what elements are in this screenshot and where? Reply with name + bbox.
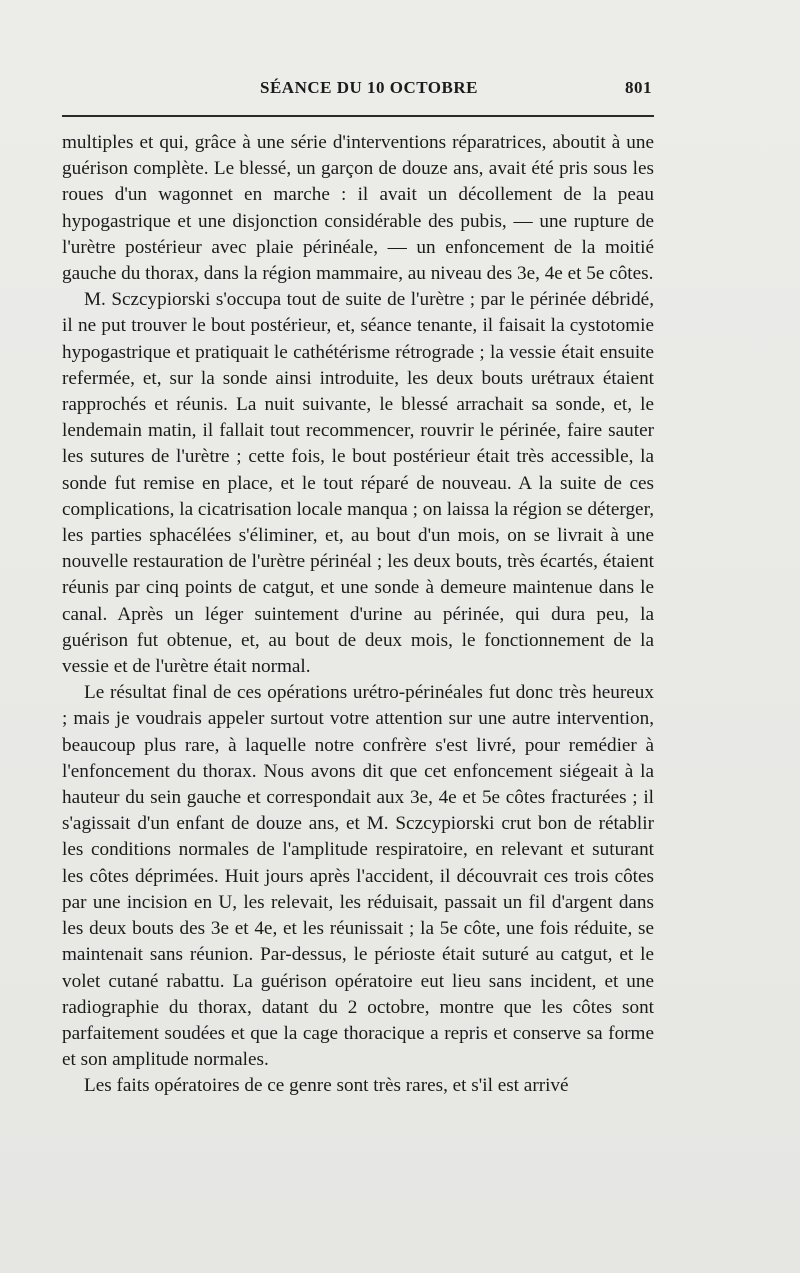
paragraph-4: Les faits opératoires de ce genre sont très rares, et s'il est arrivé: [84, 1075, 569, 1097]
body-text: [62, 130, 654, 1100]
paragraph-2: M. Sczcypiorski s'occupa tout de suite de l'urètre ; par le périnée débridé, il ne put trouver le bout postérieur, et, séance tenante, il faisait la cystotomie hypogastrique et pratiquait le cathétérisme rétrograde ; la vessie était ensuite refermée, et, sur la sonde ainsi introduite, les deux bouts urétraux étaient rapprochés et réunis. La nuit suivante, le blessé arrachait sa sonde, et, le lendemain matin, il fallait tout recommencer, rouvrir le périnée, faire sauter les sutures de l'urètre ; cette fois, le bout postérieur était très accessible, la sonde fut remise en place, et le tout réparé de nouveau. A la suite de ces complications, la cicatrisation locale manqua ; on laissa la région se déterger, les parties sphacélées s'éliminer, et, au bout d'un mois, on se livrait à une nouvelle restauration de l'urètre périnéal ; les deux bouts, très écartés, étaient réunis par cinq points de catgut, et une sonde à demeure maintenue dans le canal. Après un léger suintement d'urine au périnée, qui dura peu, la guérison fut obtenue, et, au bout de deux mois, le fonctionnement de la vessie et de l'urètre était normal.: [62, 289, 654, 678]
paragraph-1: multiples et qui, grâce à une série d'interventions réparatrices, aboutit à une guérison complète. Le blessé, un garçon de douze ans, avait été pris sous les roues d'un wagonnet en marche : il avait un décollement de la peau hypogastrique et une disjonction considérable des pubis, — une rupture de l'urètre postérieur avec plaie périnéale, — un enfoncement de la moitié gauche du thorax, dans la région mammaire, au niveau des 3e, 4e et 5e côtes.: [62, 132, 654, 285]
running-head-title: SÉANCE DU 10 OCTOBRE: [260, 78, 478, 97]
paragraph-3: Le résultat final de ces opérations urétro-périnéales fut donc très heureux ; mais je voudrais appeler surtout votre attention sur une autre intervention, beaucoup plus rare, à laquelle notre confrère s'est livré, pour remédier à l'enfoncement du thorax. Nous avons dit que cet enfoncement siégeait à la hauteur du sein gauche et correspondait aux 3e, 4e et 5e côtes fracturées ; il s'agissait d'un enfant de douze ans, et M. Sczcypiorski crut bon de rétablir les conditions normales de l'amplitude respiratoire, en relevant et suturant les côtes déprimées. Huit jours après l'accident, il découvrait ces trois côtes par une incision en U, les relevait, les réduisait, passait un fil d'argent dans les deux bouts des 3e et 4e, et les réunissait ; la 5e côte, une fois réduite, se maintenait sans réunion. Par-dessus, le périoste était suturé au catgut, et le volet cutané rabattu. La guérison opératoire eut lieu sans incident, et une radiographie du thorax, datant du 2 octobre, montre que les côtes sont parfaitement soudées et que la cage thoracique a repris et conserve sa forme et son amplitude normales.: [62, 682, 654, 1071]
page-number: 801: [625, 78, 652, 97]
header-rule: [62, 115, 654, 117]
running-head: [62, 78, 652, 104]
